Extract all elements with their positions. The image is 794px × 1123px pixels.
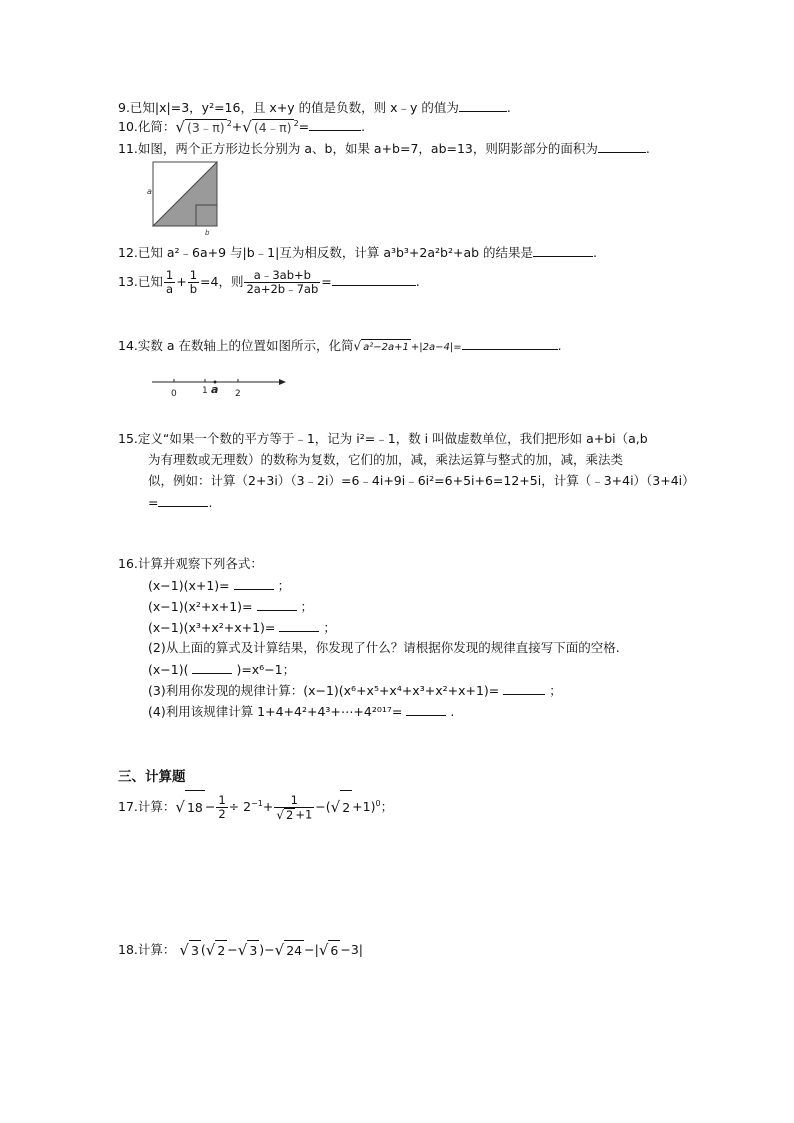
number-line bbox=[148, 372, 293, 400]
answer-blank[interactable] bbox=[158, 494, 208, 507]
squares-figure bbox=[145, 160, 227, 238]
answer-blank[interactable] bbox=[459, 99, 507, 112]
fraction: $\frac{1}{a}$ bbox=[165, 268, 174, 296]
question-10: 10.化简：√ (3﹣π) $^2$+√ (4﹣π) $^2$= . bbox=[118, 118, 366, 136]
question-12: 12.已知 a²﹣6a+9 与|b﹣1|互为相反数，计算 a³b³+2a²b²+ab 的结果是 . bbox=[118, 245, 598, 260]
sqrt-expression: √ a²−2a+1 bbox=[354, 338, 411, 356]
label-a: a bbox=[147, 187, 152, 196]
question-16-part-2: (2)从上面的算式及计算结果，你发现了什么？请根据你发现的规律直接写下面的空格. bbox=[148, 640, 620, 655]
answer-blank[interactable] bbox=[257, 598, 297, 611]
section-title: 三、计算题 bbox=[118, 769, 186, 785]
question-13: 13.已知 $\frac{1}{a}$ + $\frac{1}{b}$ =4，则 $\frac{a﹣3ab+b}{2a+2b﹣7ab}$ = . bbox=[118, 268, 420, 296]
tick-label-a: a bbox=[211, 383, 219, 396]
question-18: 18.计算： √ 3 (√ 2 −√ 3 )−√ 24 −|√ 6 −3| bbox=[118, 941, 363, 959]
sqrt-expression: √ (4﹣π) bbox=[242, 118, 292, 136]
answer-blank[interactable] bbox=[279, 619, 319, 632]
fraction: $\frac{a﹣3ab+b}{2a+2b﹣7ab}$ bbox=[246, 268, 319, 296]
arrow-right-icon bbox=[279, 379, 286, 385]
question-9: 9.已知|x|=3，y²=16，且 x+y 的值是负数，则 x﹣y 的值为 . bbox=[118, 100, 511, 115]
question-16-item-5: (x−1)( )=x⁶−1； bbox=[148, 662, 296, 677]
question-16-item-2: (x−1)(x²+x+1)= ； bbox=[148, 599, 313, 614]
question-16-part-3: (3)利用你发现的规律计算：(x−1)(x⁶+x⁵+x⁴+x³+x²+x+1)= ； bbox=[148, 683, 562, 698]
question-15-line-1: 15.定义“如果一个数的平方等于﹣1，记为 i²=﹣1，数 i 叫做虚数单位，我们把形如 a+bi（a,b bbox=[118, 431, 648, 446]
question-9-text: 9.已知|x|=3，y²=16，且 x+y 的值是负数，则 x﹣y 的值为 bbox=[118, 100, 459, 115]
question-16-part-4: (4)利用该规律计算 1+4+4²+4³+⋯+4²⁰¹⁷= . bbox=[148, 704, 455, 719]
label-b: b bbox=[205, 229, 210, 237]
fraction: $\frac{1}{√ 2 +1}$ bbox=[276, 792, 313, 822]
answer-blank[interactable] bbox=[234, 577, 274, 590]
question-15-line-2: 为有理数或无理数）的数称为复数，它们的加，减，乘法运算与整式的加，减，乘法类 bbox=[148, 452, 624, 467]
question-14: 14.实数 a 在数轴上的位置如图所示，化简√ a²−2a+1 +|2a−4|= . bbox=[118, 337, 562, 356]
answer-blank[interactable] bbox=[332, 273, 416, 286]
tick-label-0: 0 bbox=[171, 389, 177, 399]
question-11: 11.如图，两个正方形边长分别为 a、b，如果 a+b=7，ab=13，则阴影部分的面积为 . bbox=[118, 141, 650, 156]
answer-blank[interactable] bbox=[598, 140, 646, 153]
fraction: $\frac{1}{b}$ bbox=[189, 268, 198, 296]
answer-blank[interactable] bbox=[462, 337, 558, 350]
question-17: 17.计算：√ 18 − $\frac{1}{2}$ ÷ $2^{-1}+$ $\frac{1}{√ 2 +1}$ −(√ 2 +1)$^0$； bbox=[118, 790, 393, 825]
tick-label-1: 1 bbox=[202, 386, 208, 396]
answer-blank[interactable] bbox=[503, 682, 545, 695]
question-15-line-4: = . bbox=[148, 495, 213, 510]
question-16-item-1: (x−1)(x+1)= ； bbox=[148, 578, 291, 593]
sqrt-expression: √ 18 bbox=[175, 790, 204, 825]
question-16-item-3: (x−1)(x³+x²+x+1)= ； bbox=[148, 620, 336, 635]
answer-blank[interactable] bbox=[533, 244, 593, 257]
fraction: $\frac{1}{2}$ bbox=[218, 793, 226, 821]
answer-blank[interactable] bbox=[192, 661, 232, 674]
sqrt-expression: √ (3﹣π) bbox=[175, 118, 225, 136]
tick-label-2: 2 bbox=[235, 389, 241, 399]
question-16-title: 16.计算并观察下列各式： bbox=[118, 556, 263, 571]
answer-blank[interactable] bbox=[309, 118, 361, 131]
answer-blank[interactable] bbox=[406, 703, 446, 716]
question-15-line-3: 似，例如：计算（2+3i）（3﹣2i）=6﹣4i+9i﹣6i²=6+5i+6=12+5i，计算（﹣3+4i）（3+4i） bbox=[148, 473, 695, 488]
